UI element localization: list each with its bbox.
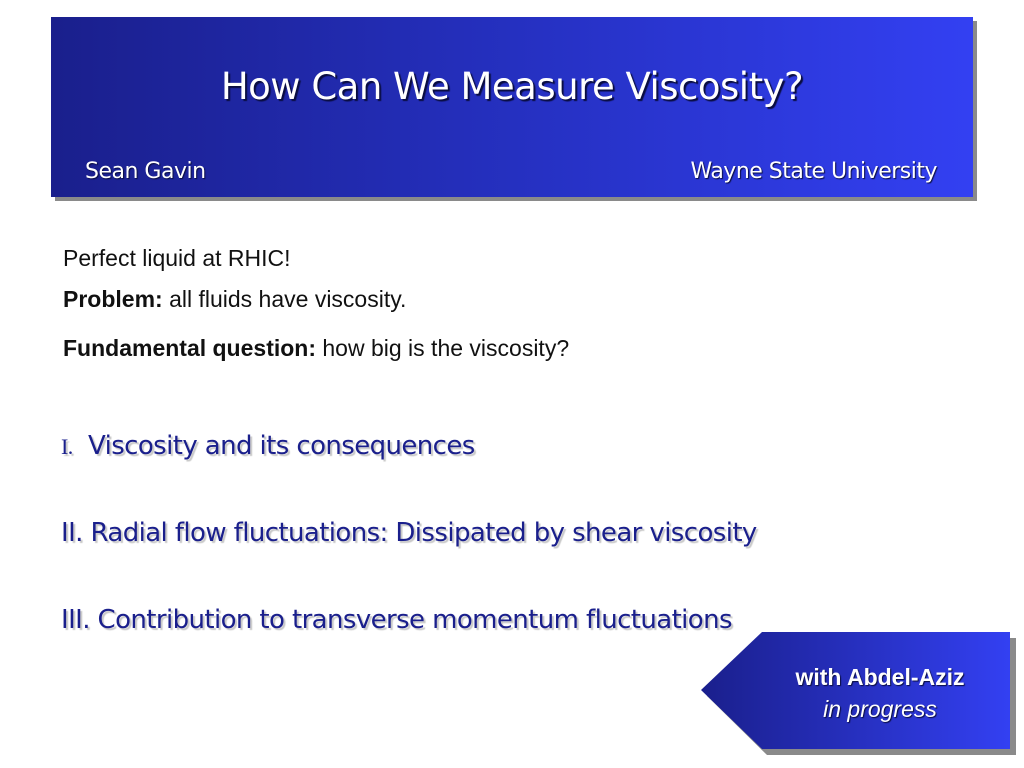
author-name: Sean Gavin <box>85 159 206 184</box>
question-label: Fundamental question: <box>63 335 316 361</box>
outline-item-1-numeral: I. <box>61 434 73 459</box>
question-text: how big is the viscosity? <box>316 335 570 361</box>
callout-collaborator: with Abdel-Aziz <box>795 664 965 690</box>
callout-status: in progress <box>823 696 937 722</box>
affiliation: Wayne State University <box>690 159 937 184</box>
intro-line: Perfect liquid at RHIC! <box>63 245 291 271</box>
callout-text <box>762 660 998 724</box>
outline-item-1-text: Viscosity and its consequences <box>72 431 475 461</box>
problem-line <box>63 285 406 313</box>
problem-text: all fluids have viscosity. <box>162 286 407 312</box>
outline-item-3: III. Contribution to transverse momentum fluctuations <box>61 605 732 635</box>
question-line <box>63 334 569 362</box>
problem-label: Problem: <box>63 286 163 312</box>
outline-item-1 <box>61 430 475 463</box>
slide-title: How Can We Measure Viscosity? <box>220 65 804 108</box>
outline-item-2: II. Radial flow fluctuations: Dissipated by shear viscosity <box>61 518 757 548</box>
header-banner <box>51 17 973 197</box>
